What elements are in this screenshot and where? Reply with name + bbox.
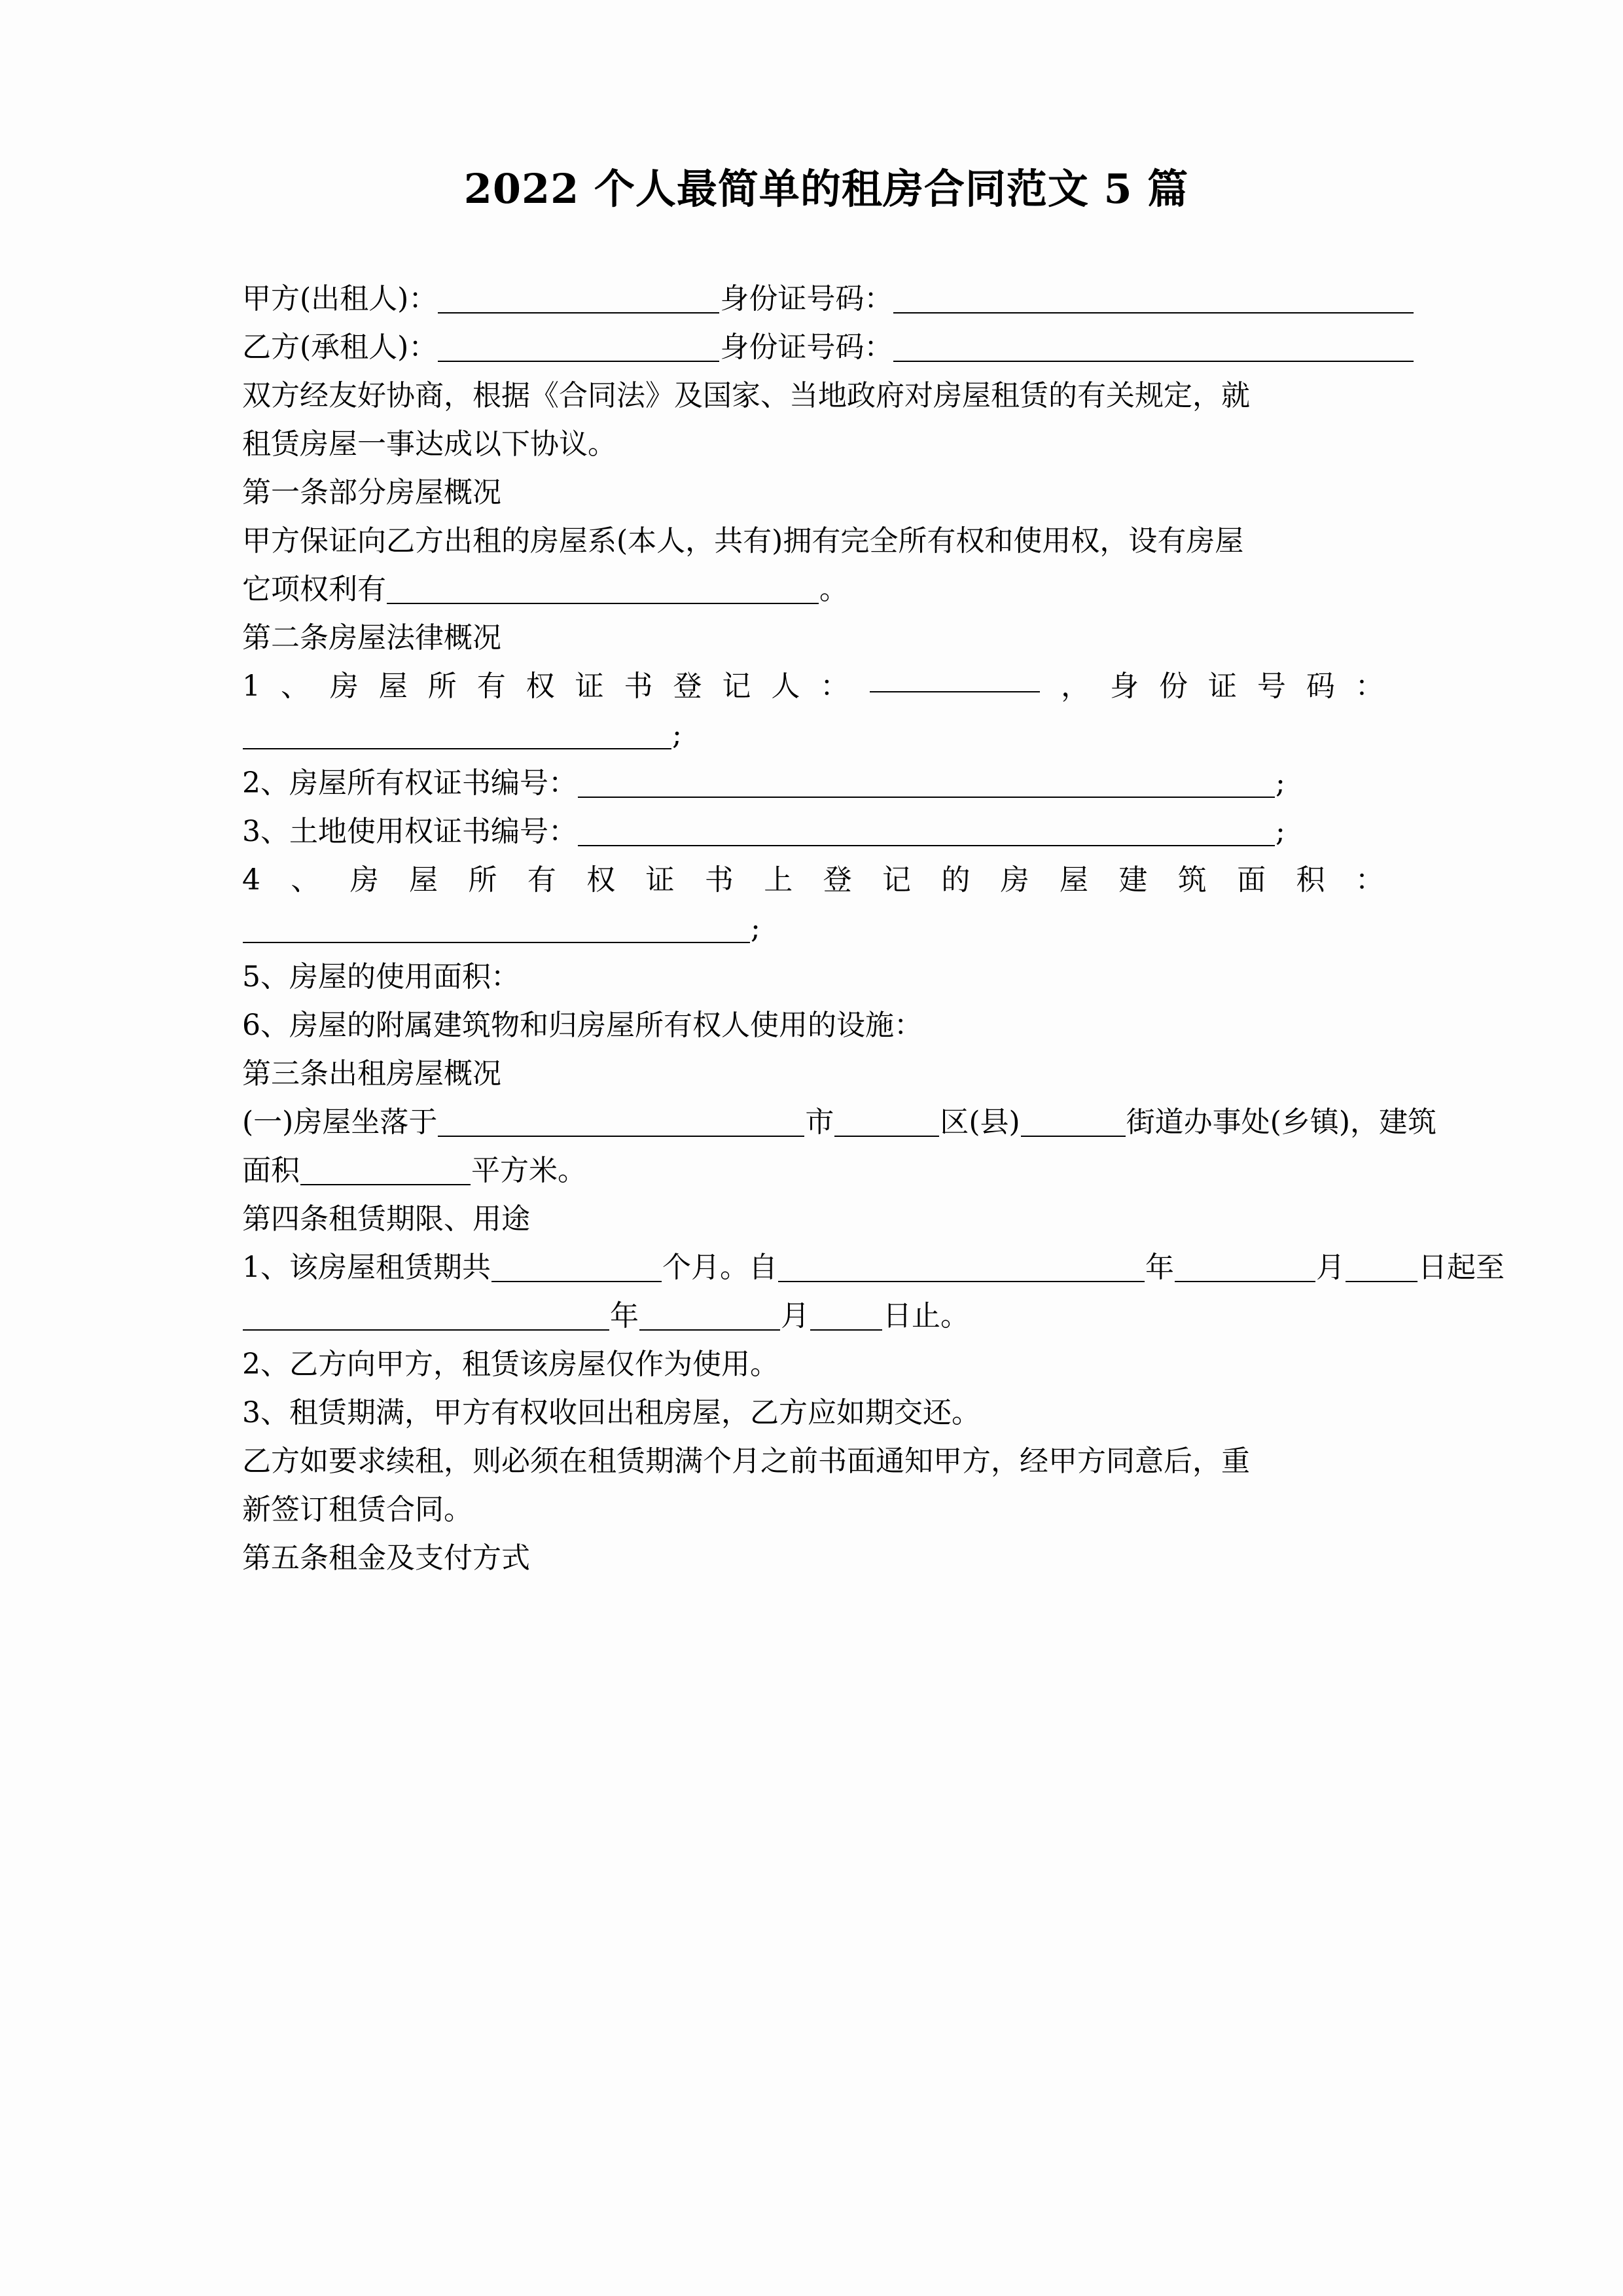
article1-line-1: 甲方保证向乙方出租的房屋系(本人，共有)拥有完全所有权和使用权，设有房屋 <box>242 524 1244 558</box>
article5-heading: 第五条租金及支付方式 <box>242 1541 530 1575</box>
landlord-line <box>242 275 1384 323</box>
article4-start-month-blank[interactable] <box>1175 1252 1315 1282</box>
article3-heading: 第三条出租房屋概况 <box>242 1056 501 1090</box>
char: 建 <box>1118 863 1148 897</box>
article2-item-3 <box>242 808 1384 856</box>
article2-item-4-blank[interactable] <box>243 913 750 943</box>
article4-renewal-line-1: 乙方如要求续租，则必须在租赁期满个月之前书面通知甲方，经甲方同意后，重 <box>242 1444 1250 1478</box>
article4-item-1-line-1 <box>242 1244 1505 1292</box>
char: 所 <box>427 669 457 703</box>
article2-registrant-blank[interactable] <box>870 662 1040 692</box>
article4-start-year-blank[interactable] <box>778 1252 1145 1282</box>
article4-end-month-blank[interactable] <box>639 1300 780 1331</box>
article2-item-3-blank[interactable] <box>578 816 1275 846</box>
article2-registrant-id-blank[interactable] <box>243 719 671 749</box>
article4-end-year-blank[interactable] <box>243 1300 609 1331</box>
preamble-line-2: 租赁房屋一事达成以下协议。 <box>242 427 616 461</box>
char: 面 <box>1237 863 1266 897</box>
char: 书 <box>704 863 734 897</box>
char: 屋 <box>409 863 438 897</box>
char: ： <box>820 669 849 703</box>
char: 份 <box>1159 669 1188 703</box>
article2-item-2 <box>242 759 1384 808</box>
char: 筑 <box>1177 863 1207 897</box>
char: 证 <box>1207 669 1237 703</box>
char: 有 <box>527 863 556 897</box>
char: 记 <box>722 669 751 703</box>
article4-start-day-blank[interactable] <box>1346 1252 1418 1282</box>
char: 登 <box>673 669 702 703</box>
article1-other-rights-blank[interactable] <box>387 574 819 604</box>
char: 权 <box>586 863 616 897</box>
article4-end-year-unit: 年 <box>610 1299 639 1333</box>
char: 4 <box>242 863 260 897</box>
char: 号 <box>1257 669 1286 703</box>
article3-area-label: 面积 <box>242 1153 300 1187</box>
article3-city-blank[interactable] <box>438 1107 804 1137</box>
page-title: 2022 个人最简单的租房合同范文 5 篇 <box>463 165 1189 213</box>
char: 权 <box>526 669 555 703</box>
article4-start-year-unit: 年 <box>1145 1250 1174 1284</box>
article3-area-unit: 平方米。 <box>471 1153 586 1187</box>
char: ： <box>1355 863 1384 897</box>
article4-end-month-unit: 月 <box>781 1299 810 1333</box>
tenant-label: 乙方(承租人)： <box>242 330 438 364</box>
article4-end-day-blank[interactable] <box>810 1300 882 1331</box>
article3-location-label: (一)房屋坐落于 <box>242 1105 438 1139</box>
article3-street-blank[interactable] <box>1021 1107 1126 1137</box>
article4-item-3: 3、租赁期满，甲方有权收回出租房屋，乙方应如期交还。 <box>242 1395 980 1429</box>
article2-heading: 第二条房屋法律概况 <box>242 620 501 655</box>
char: 房 <box>1000 863 1029 897</box>
article1-heading: 第一条部分房屋概况 <box>242 475 501 509</box>
article3-city-unit: 市 <box>805 1105 834 1139</box>
article2-item-2-label: 2、房屋所有权证书编号： <box>242 766 577 800</box>
landlord-id-label: 身份证号码： <box>720 281 893 315</box>
tenant-line <box>242 323 1384 372</box>
char: 房 <box>349 863 379 897</box>
char: 人 <box>771 669 800 703</box>
article2-item-4-line-1 <box>242 856 1384 905</box>
char: 证 <box>575 669 604 703</box>
tenant-id-blank[interactable] <box>893 332 1414 362</box>
char: 的 <box>941 863 971 897</box>
article4-item-2: 2、乙方向甲方，租赁该房屋仅作为使用。 <box>242 1347 779 1381</box>
preamble-line-1: 双方经友好协商，根据《合同法》及国家、当地政府对房屋租赁的有关规定，就 <box>242 378 1250 412</box>
char: 屋 <box>1060 863 1089 897</box>
article2-item-3-semicolon: ; <box>1275 814 1285 848</box>
char: 身 <box>1110 669 1139 703</box>
article1-period: 。 <box>819 572 848 606</box>
char: ， <box>1061 669 1090 703</box>
char: 有 <box>476 669 506 703</box>
article4-months-unit: 个月。自 <box>662 1250 777 1284</box>
landlord-label: 甲方(出租人)： <box>242 281 438 315</box>
article3-street-unit: 街道办事处(乡镇)，建筑 <box>1126 1105 1437 1139</box>
article2-item-4-line-2 <box>242 905 1384 953</box>
document-content <box>242 164 1505 1583</box>
article3-location-line-1 <box>242 1098 1437 1147</box>
article4-months-blank[interactable] <box>491 1252 662 1282</box>
char: 所 <box>468 863 497 897</box>
article1-other-rights-label: 它项权利有 <box>242 572 386 606</box>
char: 证 <box>645 863 675 897</box>
article4-start-day-unit: 日起至 <box>1418 1250 1505 1284</box>
tenant-id-label: 身份证号码： <box>720 330 893 364</box>
article1-line-2 <box>242 565 1384 614</box>
char: 1 <box>242 669 260 703</box>
article2-item-4-semicolon: ; <box>751 911 760 945</box>
tenant-name-blank[interactable] <box>438 332 719 362</box>
article4-start-month-unit: 月 <box>1316 1250 1345 1284</box>
landlord-name-blank[interactable] <box>438 283 719 314</box>
char: 、 <box>280 669 310 703</box>
article3-area-blank[interactable] <box>300 1155 471 1185</box>
article4-heading: 第四条租赁期限、用途 <box>242 1202 530 1236</box>
article4-renewal-line-2: 新签订租赁合同。 <box>242 1492 473 1526</box>
char: 记 <box>882 863 911 897</box>
char: 积 <box>1296 863 1325 897</box>
article2-item-6: 6、房屋的附属建筑物和归房屋所有权人使用的设施： <box>242 1008 923 1042</box>
article2-item-2-blank[interactable] <box>578 768 1275 798</box>
article2-item-1-line-1 <box>242 662 1384 711</box>
article2-item-1-line-2 <box>242 711 1384 759</box>
article4-item-1-line-2 <box>242 1292 1384 1340</box>
article3-location-line-2 <box>242 1147 1384 1195</box>
article2-item-5: 5、房屋的使用面积： <box>242 960 520 994</box>
article4-end-day-unit: 日止。 <box>883 1299 969 1333</box>
article3-district-unit: 区(县) <box>940 1105 1020 1139</box>
char: ： <box>1355 669 1384 703</box>
char: 码 <box>1306 669 1335 703</box>
char: 房 <box>329 669 359 703</box>
article2-item-2-semicolon: ; <box>1275 766 1285 800</box>
char: 上 <box>764 863 793 897</box>
article2-item-1-semicolon: ; <box>672 717 682 751</box>
char: 登 <box>823 863 852 897</box>
article3-district-blank[interactable] <box>834 1107 939 1137</box>
landlord-id-blank[interactable] <box>893 283 1414 314</box>
char: 、 <box>291 863 320 897</box>
char: 书 <box>624 669 653 703</box>
article2-item-3-label: 3、土地使用权证书编号： <box>242 814 577 848</box>
article4-term-label: 1、该房屋租赁期共 <box>242 1250 491 1284</box>
char: 屋 <box>378 669 408 703</box>
